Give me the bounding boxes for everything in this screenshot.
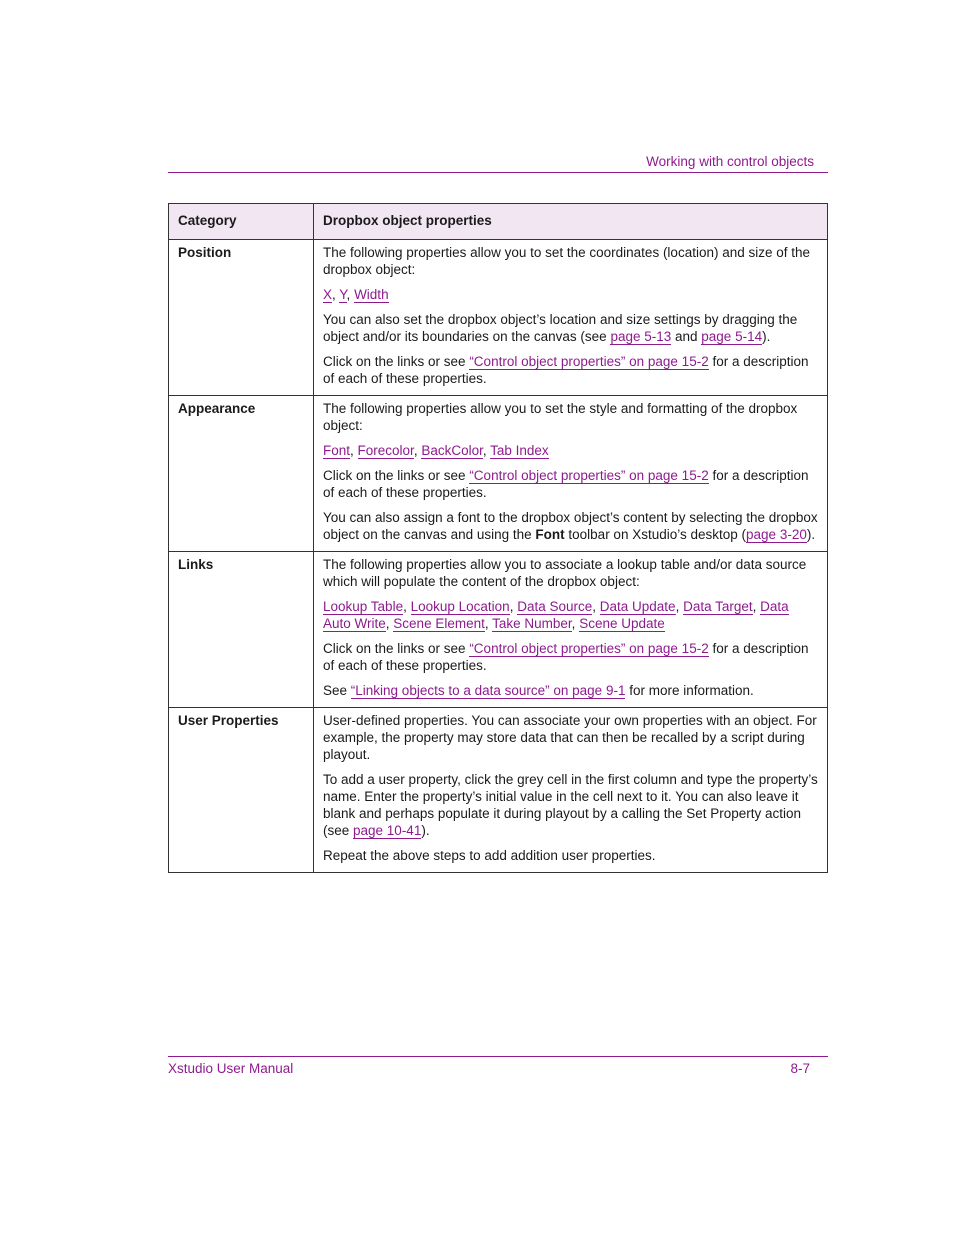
link-page-3-20[interactable]: page 3-20 xyxy=(746,527,807,542)
text: for more information. xyxy=(625,683,754,698)
link-lookup-table[interactable]: Lookup Table xyxy=(323,599,404,614)
link-page-5-13[interactable]: page 5-13 xyxy=(610,329,672,344)
text: You can also assign a font to the dropbox object’s content by selecting the dropbox object on the canvas and using the xyxy=(323,510,818,542)
paragraph xyxy=(323,640,818,674)
table-row-appearance xyxy=(169,396,828,552)
separator: , xyxy=(675,599,684,614)
properties-table xyxy=(168,203,828,873)
link-font[interactable]: Font xyxy=(323,443,351,458)
link-scene-update[interactable]: Scene Update xyxy=(579,616,665,631)
text: for a description of each of these properties. xyxy=(323,354,809,386)
text: ). xyxy=(421,823,430,838)
text: for a description of each of these properties. xyxy=(323,641,809,673)
link-control-object-properties[interactable]: “Control object properties” on page 15-2 xyxy=(469,354,709,369)
description-cell xyxy=(314,552,828,708)
link-width[interactable]: Width xyxy=(354,287,389,302)
link-linking-objects[interactable]: “Linking objects to a data source” on page 9-1 xyxy=(350,683,626,698)
separator: , xyxy=(752,599,761,614)
separator: , xyxy=(413,443,422,458)
link-page-10-41[interactable]: page 10-41 xyxy=(353,823,422,838)
header-title: Working with control objects xyxy=(646,154,814,169)
separator: , xyxy=(346,287,355,302)
text: Click on the links or see xyxy=(323,354,470,369)
text: ). xyxy=(762,329,771,344)
link-y[interactable]: Y xyxy=(339,287,347,302)
text: To add a user property, click the grey cell in the first column and type the property’s name. Enter the property’s initial value in the cell next to it. You can also leave it blank and perhaps populate it during playout by a calling the Set Property action (see xyxy=(323,772,818,838)
paragraph: User-defined properties. You can associate your own properties with an object. For example, the property may store data that can then be recalled by a script during playout. xyxy=(323,713,817,762)
link-data-target[interactable]: Data Target xyxy=(683,599,753,614)
link-backcolor[interactable]: BackColor xyxy=(421,443,483,458)
separator: , xyxy=(350,443,358,458)
link-forecolor[interactable]: Forecolor xyxy=(357,443,414,458)
category-cell: Links xyxy=(169,552,314,708)
link-list xyxy=(323,286,818,303)
category-cell: User Properties xyxy=(169,708,314,873)
paragraph: Repeat the above steps to add addition user properties. xyxy=(323,848,656,863)
separator: , xyxy=(332,287,340,302)
paragraph: The following properties allow you to set the style and formatting of the dropbox object: xyxy=(323,401,798,433)
page-header xyxy=(168,153,828,173)
text: and xyxy=(671,329,702,344)
link-take-number[interactable]: Take Number xyxy=(492,616,572,631)
paragraph xyxy=(323,771,818,839)
paragraph: The following properties allow you to set the coordinates (location) and size of the dropbox object: xyxy=(323,245,811,277)
link-list xyxy=(323,598,818,632)
table-header-row xyxy=(169,204,828,240)
category-cell: Position xyxy=(169,240,314,396)
separator: , xyxy=(403,599,411,614)
separator: , xyxy=(509,599,518,614)
link-data-source[interactable]: Data Source xyxy=(517,599,593,614)
separator: , xyxy=(482,443,491,458)
separator: , xyxy=(385,616,394,631)
link-page-5-14[interactable]: page 5-14 xyxy=(701,329,763,344)
bold-term: Font xyxy=(535,527,565,542)
link-x[interactable]: X xyxy=(323,287,333,302)
link-tab-index[interactable]: Tab Index xyxy=(490,443,549,458)
paragraph xyxy=(323,467,818,501)
link-data-auto-write[interactable]: Data Auto Write xyxy=(323,599,789,631)
table-row-position xyxy=(169,240,828,396)
description-cell xyxy=(314,708,828,873)
description-cell xyxy=(314,240,828,396)
footer-manual-title: Xstudio User Manual xyxy=(168,1061,294,1076)
separator: , xyxy=(484,616,493,631)
column-header-category: Category xyxy=(169,204,314,240)
text: You can also set the dropbox object’s location and size settings by dragging the object and/or its boundaries on the canvas (see xyxy=(323,312,798,344)
table-row-user-properties xyxy=(169,708,828,873)
paragraph xyxy=(323,353,818,387)
text: Click on the links or see xyxy=(323,641,470,656)
table-row-links xyxy=(169,552,828,708)
description-cell xyxy=(314,396,828,552)
link-scene-element[interactable]: Scene Element xyxy=(393,616,485,631)
page-number: 8-7 xyxy=(790,1061,810,1076)
text: Click on the links or see xyxy=(323,468,470,483)
link-control-object-properties[interactable]: “Control object properties” on page 15-2 xyxy=(469,641,709,656)
paragraph xyxy=(323,509,818,543)
paragraph xyxy=(323,311,818,345)
link-control-object-properties[interactable]: “Control object properties” on page 15-2 xyxy=(469,468,709,483)
page-footer xyxy=(168,1056,828,1077)
column-header-properties: Dropbox object properties xyxy=(314,204,828,240)
text: ). xyxy=(806,527,816,542)
category-cell: Appearance xyxy=(169,396,314,552)
paragraph: The following properties allow you to associate a lookup table and/or data source which will populate the content of the dropbox object: xyxy=(323,557,807,589)
link-lookup-location[interactable]: Lookup Location xyxy=(410,599,510,614)
separator: , xyxy=(592,599,600,614)
paragraph xyxy=(323,682,818,699)
text: See xyxy=(323,683,351,698)
text: toolbar on Xstudio’s desktop ( xyxy=(564,527,747,542)
link-data-update[interactable]: Data Update xyxy=(599,599,676,614)
text: for a description of each of these properties. xyxy=(323,468,809,500)
link-list xyxy=(323,442,818,459)
separator: , xyxy=(571,616,580,631)
